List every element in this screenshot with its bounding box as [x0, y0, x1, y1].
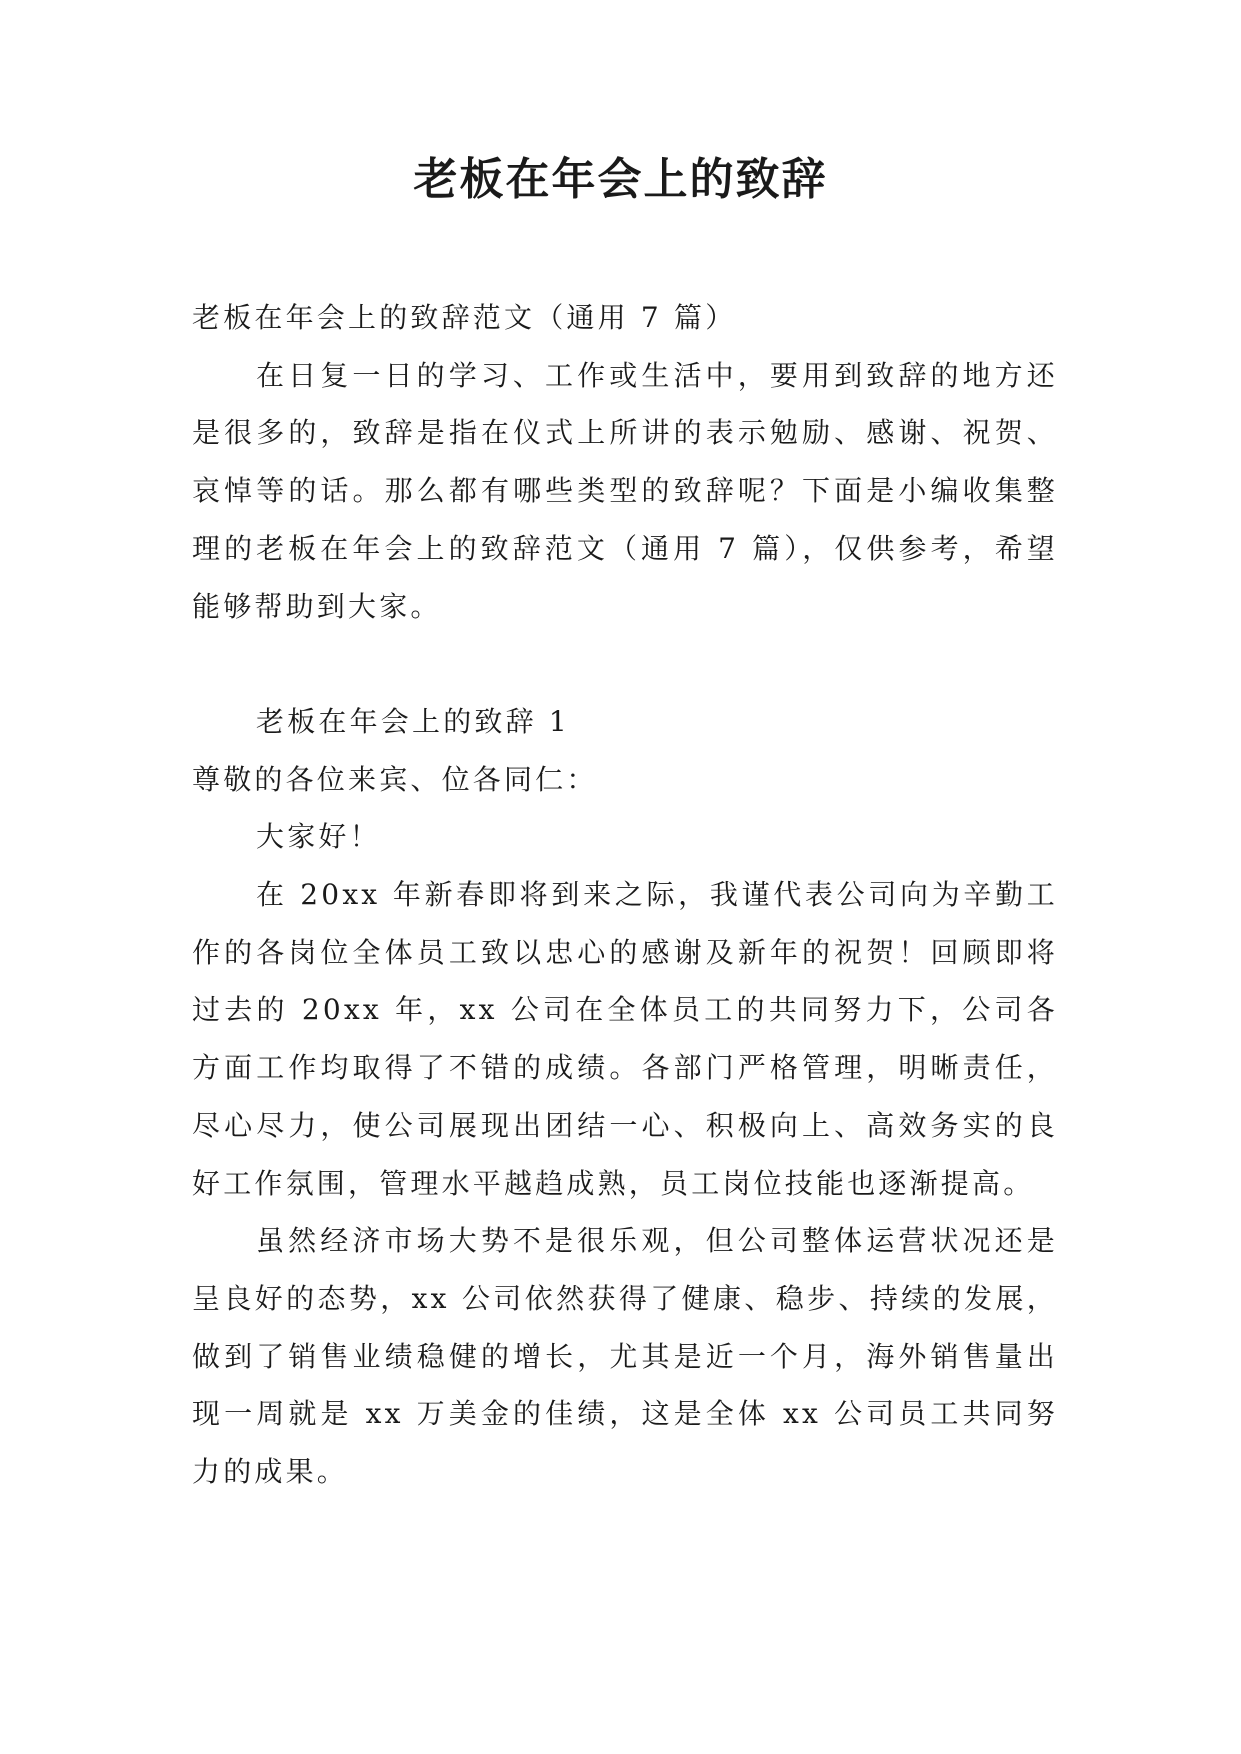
body-paragraph: 虽然经济市场大势不是很乐观，但公司整体运营状况还是呈良好的态势，xx 公司依然获得了健康、稳步、持续的发展，做到了销售业绩稳健的增长，尤其是近一个月，海外销售量出现一周就是 xx 万美金的佳绩，这是全体 xx 公司员工共同努力的成果。: [192, 1224, 1058, 1489]
salutation: 尊敬的各位来宾、位各同仁：: [192, 762, 598, 796]
intro-paragraph: 在日复一日的学习、工作或生活中，要用到致辞的地方还是很多的，致辞是指在仪式上所讲的表示勉励、感谢、祝贺、哀悼等的话。那么都有哪些类型的致辞呢？下面是小编收集整理的老板在年会上的致辞范文（通用 7 篇），仅供参考，希望能够帮助到大家。: [192, 358, 1058, 623]
section-spacer: [192, 635, 1058, 693]
document-subtitle: 老板在年会上的致辞范文（通用 7 篇）: [192, 301, 737, 334]
body-paragraph: 在 20xx 年新春即将到来之际，我谨代表公司向为辛勤工作的各岗位全体员工致以忠心的感谢及新年的祝贺！回顾即将过去的 20xx 年，xx 公司在全体员工的共同努力下，公司各方面工作均取得了不错的成绩。各部门严格管理，明晰责任，尽心尽力，使公司展现出团结一心、积极向上、高效务实的良好工作氛围，管理水平越趋成熟，员工岗位技能也逐渐提高。: [192, 878, 1058, 1200]
document-body: [192, 289, 1058, 1501]
document-title: 老板在年会上的致辞: [413, 154, 828, 205]
section-heading: 老板在年会上的致辞 1: [256, 704, 570, 738]
greeting: 大家好！: [256, 820, 381, 854]
